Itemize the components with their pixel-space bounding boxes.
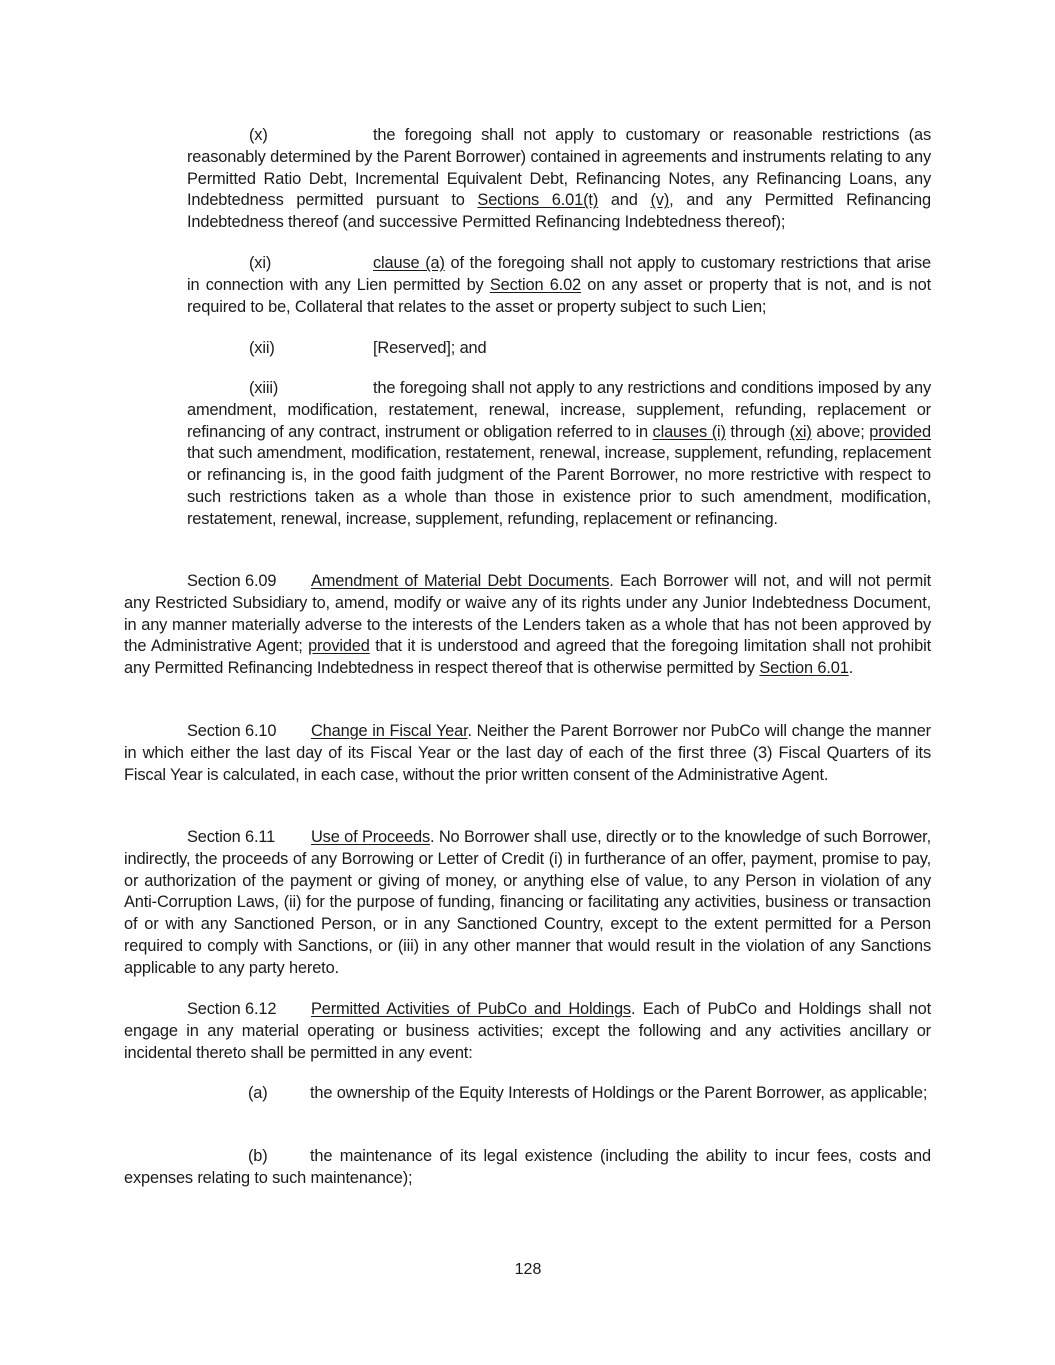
paragraph-xi (187, 253, 931, 318)
paragraph-text: that such amendment, modification, restatement, renewal, increase, supplement, refunding, replacement or refinancing is, in the good faith judgment of the Parent Borrower, no more restrictive with respect to such restrictions taken as a whole than those in existence prior to such amendment, modification, restatement, renewal, increase, supplement, refunding, replacement or refinancing. (187, 444, 931, 528)
paragraph-x (187, 125, 931, 234)
section-6-09 (124, 571, 931, 680)
page-number: 128 (514, 1261, 542, 1278)
paragraph-text: through (725, 422, 790, 441)
cross-reference: clauses (i) (652, 422, 726, 441)
paragraph-text: the ownership of the Equity Interests of Holdings or the Parent Borrower, as applicable; (310, 1084, 928, 1102)
cross-reference: Sections 6.01(t) (477, 191, 599, 210)
section-6-12 (124, 999, 931, 1064)
paragraph-text: the maintenance of its legal existence (including the ability to incur fees, costs and expenses relating to such maintenance); (124, 1147, 931, 1187)
paragraph-text: that it is understood and agreed that the foregoing limitation shall not prohibit any Permitted Refinancing Indebtedness in respect thereof that is otherwise permitted by (124, 637, 931, 678)
cross-reference: Use of Proceeds (311, 828, 431, 846)
paragraph-text: [Reserved]; and (373, 339, 487, 357)
cross-reference: (v) (650, 191, 670, 210)
paragraph-text: . (848, 659, 854, 678)
paragraph-text: above; (811, 422, 870, 441)
paragraph-label: (x) (249, 126, 268, 144)
paragraph-text: , and any Permitted Refinancing Indebtedness thereof (and successive Permitted Refinancing Indebtedness thereof); (187, 191, 931, 232)
paragraph-text: . Neither the Parent Borrower nor PubCo will change the manner in which either the last day of its Fiscal Year or the last day of each of the first three (3) Fiscal Quarters of its Fiscal Year is calculated, in each case, without the prior written consent of the Administrative Agent. (124, 722, 931, 784)
paragraph-text: on any asset or property that is not, and is not required to be, Collateral that relates to the asset or property subject to such Lien; (187, 275, 932, 316)
paragraph-text: . Each Borrower will not, and will not permit any Restricted Subsidiary to, amend, modify or waive any of its rights under any Junior Indebtedness Document, in any manner materially adverse to the interests of the Lenders taken as a whole that has not been approved by the Administrative Agent; (124, 572, 931, 656)
section-6-11 (124, 827, 931, 980)
clause-a (124, 1083, 931, 1105)
paragraph-label: (a) (248, 1084, 268, 1102)
paragraph-label: Section 6.11 (187, 828, 276, 846)
cross-reference: clause (a) (373, 254, 445, 272)
paragraph-label: (xi) (249, 254, 272, 272)
paragraph-label: (xiii) (249, 379, 279, 397)
paragraph-text: the foregoing shall not apply to any restrictions and conditions imposed by any amendment, modification, restatement, renewal, increase, supplement, refunding, replacement or refinancing of any contract, instrument or obligation referred to in (187, 379, 931, 441)
cross-reference: Change in Fiscal Year (311, 722, 468, 740)
cross-reference: provided (308, 637, 370, 656)
paragraph-xii (187, 338, 931, 360)
cross-reference: Section 6.01 (759, 659, 849, 678)
paragraph-label: (xii) (249, 339, 275, 357)
paragraph-text: the foregoing shall not apply to customary or reasonable restrictions (as reasonably determined by the Parent Borrower) contained in agreements and instruments relating to any Permitted Ratio Debt, Incremental Equivalent Debt, Refinancing Notes, any Refinancing Loans, any Indebtedness permitted pursuant to (187, 126, 931, 210)
paragraph-text: and (598, 191, 651, 210)
paragraph-text: . No Borrower shall use, directly or to the knowledge of such Borrower, indirectly, the proceeds of any Borrowing or Letter of Credit (i) in furtherance of an offer, payment, promise to pay, or authorization of the payment or giving of money, or anything else of value, to any Person in violation of any Anti-Corruption Laws, (ii) for the purpose of funding, financing or facilitating any activities, business or transaction of or with any Sanctioned Person, or in any Sanctioned Country, except to the extent permitted for a Person required to comply with Sanctions, or (iii) in any other manner that would result in the violation of any Sanctions applicable to any party hereto. (124, 828, 931, 977)
cross-reference: Section 6.02 (489, 275, 582, 294)
cross-reference: Amendment of Material Debt Documents (311, 572, 610, 590)
paragraph-label: (b) (248, 1147, 268, 1165)
paragraph-text: . Each of PubCo and Holdings shall not engage in any material operating or business activities; except the following and any activities ancillary or incidental thereto shall be permitted in any event: (124, 1000, 931, 1062)
paragraph-label: Section 6.10 (187, 722, 277, 740)
paragraph-xiii (187, 378, 931, 531)
cross-reference: provided (869, 422, 931, 441)
cross-reference: Permitted Activities of PubCo and Holdings (311, 1000, 631, 1018)
cross-reference: (xi) (789, 422, 812, 441)
clause-b (124, 1146, 931, 1190)
paragraph-text: of the foregoing shall not apply to customary restrictions that arise in connection with any Lien permitted by (187, 254, 931, 294)
paragraph-label: Section 6.09 (187, 572, 277, 590)
paragraph-label: Section 6.12 (187, 1000, 277, 1018)
section-6-10 (124, 721, 931, 786)
